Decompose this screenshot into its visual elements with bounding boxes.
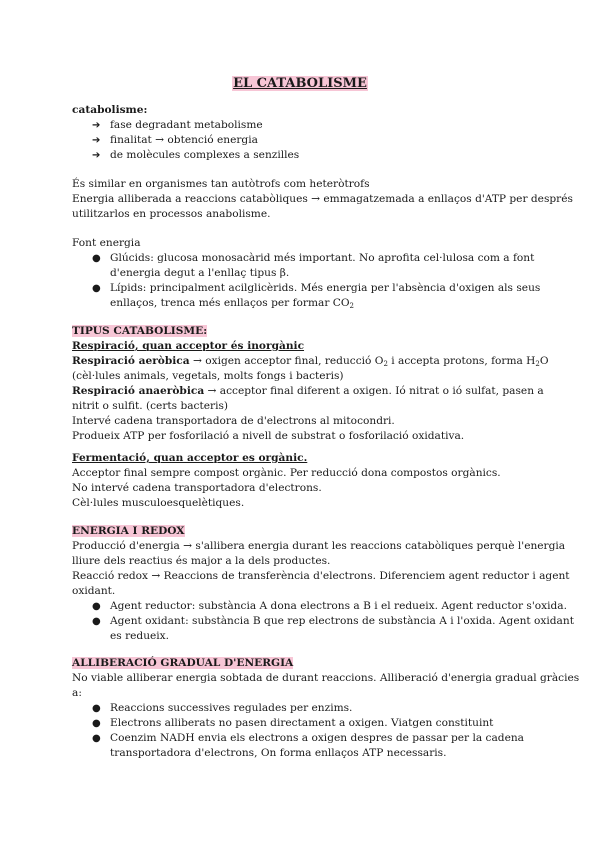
section-heading-catabolisme: catabolisme: [72,104,148,116]
bullet-icon: ● [92,601,101,612]
list-item: Coenzim NADH envia els electrons a oxigen despres de passar per la cadena [110,732,524,744]
subheading-respiracio: Respiració, quan acceptor és inorgànic [72,340,305,352]
text-line: Produeix ATP per fosforilació a nivell de substrat o fosforilació oxidativa. [72,430,465,442]
bullet-icon: ● [92,283,101,294]
arrow-icon: ➔ [92,135,101,146]
list-item-continuation: transportadora d'electrons, On forma enllaços ATP necessaris. [110,747,447,759]
text-line: No intervé cadena transportadora d'electrons. [72,482,322,494]
text-line: (cèl·lules animals, vegetals, molts fongs i bacteris) [72,370,344,382]
text-line: Respiració aeròbica → oxigen acceptor final, reducció $O_2$ i accepta protons, forma $H_2O$ [72,355,549,368]
list-item-continuation: d'energia degut a l'enllaç tipus β. [110,267,290,279]
text-line: És similar en organismes tan autòtrofs com heteròtrofs [72,178,370,190]
list-item-continuation: enllaços, trenca més enllaços per formar $CO_2$ [110,297,355,310]
list-item-continuation: es redueix. [110,630,170,642]
text-line: Acceptor final sempre compost orgànic. Per reducció dona compostos orgànics. [72,467,501,479]
list-item: Lípids: principalment acilglicèrids. Més energia per l'absència d'oxigen als seus [110,282,541,294]
bullet-icon: ● [92,718,101,729]
text-line: oxidant. [72,585,116,597]
page-title: EL CATABOLISME [233,76,367,91]
list-item: Agent oxidant: substància B que rep electrons de substància A i l'oxida. Agent oxidant [110,615,574,627]
text-line: utilitzarlos en processos anabolisme. [72,208,271,220]
list-item: Agent reductor: substància A dona electrons a B i el redueix. Agent reductor s'oxida. [110,600,567,612]
bullet-icon: ● [92,703,101,714]
bullet-icon: ● [92,733,101,744]
list-item: de molècules complexes a senzilles [110,149,300,161]
subheading-font-energia: Font energia [72,237,141,249]
arrow-icon: ➔ [92,120,101,131]
bullet-icon: ● [92,616,101,627]
text-line: nitrit o sulfit. (certs bacteris) [72,400,229,412]
text-line: Intervé cadena transportadora de d'electrons al mitocondri. [72,415,395,427]
section-heading-alliberacio: ALLIBERACIÓ GRADUAL D'ENERGIA [72,657,294,669]
text-line: lliure dels reactius és major a la dels productes. [72,555,331,567]
text-line: Respiració anaeròbica → acceptor final diferent a oxigen. Ió nitrat o ió sulfat, pasen a [72,385,544,397]
arrow-icon: ➔ [92,150,101,161]
text-line: No viable alliberar energia sobtada de durant reaccions. Alliberació d'energia gradual gràcies [72,672,580,684]
list-item: Electrons alliberats no pasen directament a oxigen. Viatgen constituint [110,717,494,729]
section-heading-tipus: TIPUS CATABOLISME: [72,325,208,337]
text-line: a: [72,687,82,699]
subheading-fermentacio: Fermentació, quan acceptor es orgànic. [72,452,308,464]
text-line: Reacció redox → Reaccions de transferència d'electrons. Diferenciem agent reductor i agent [72,570,570,582]
list-item: fase degradant metabolisme [110,119,263,131]
list-item: Reaccions successives regulades per enzims. [110,702,353,714]
text-line: Cèl·lules musculoesquelètiques. [72,497,245,509]
text-line: Energia alliberada a reaccions catabòliques → emmagatzemada a enllaços d'ATP per després [72,193,573,205]
list-item: finalitat → obtenció energia [110,134,258,146]
list-item: Glúcids: glucosa monosacàrid més important. No aprofita cel·lulosa com a font [110,252,535,264]
section-heading-energia-redox: ENERGIA I REDOX [72,525,185,537]
bullet-icon: ● [92,253,101,264]
text-line: Producció d'energia → s'allibera energia durant les reaccions catabòliques perquè l'energia [72,540,566,552]
